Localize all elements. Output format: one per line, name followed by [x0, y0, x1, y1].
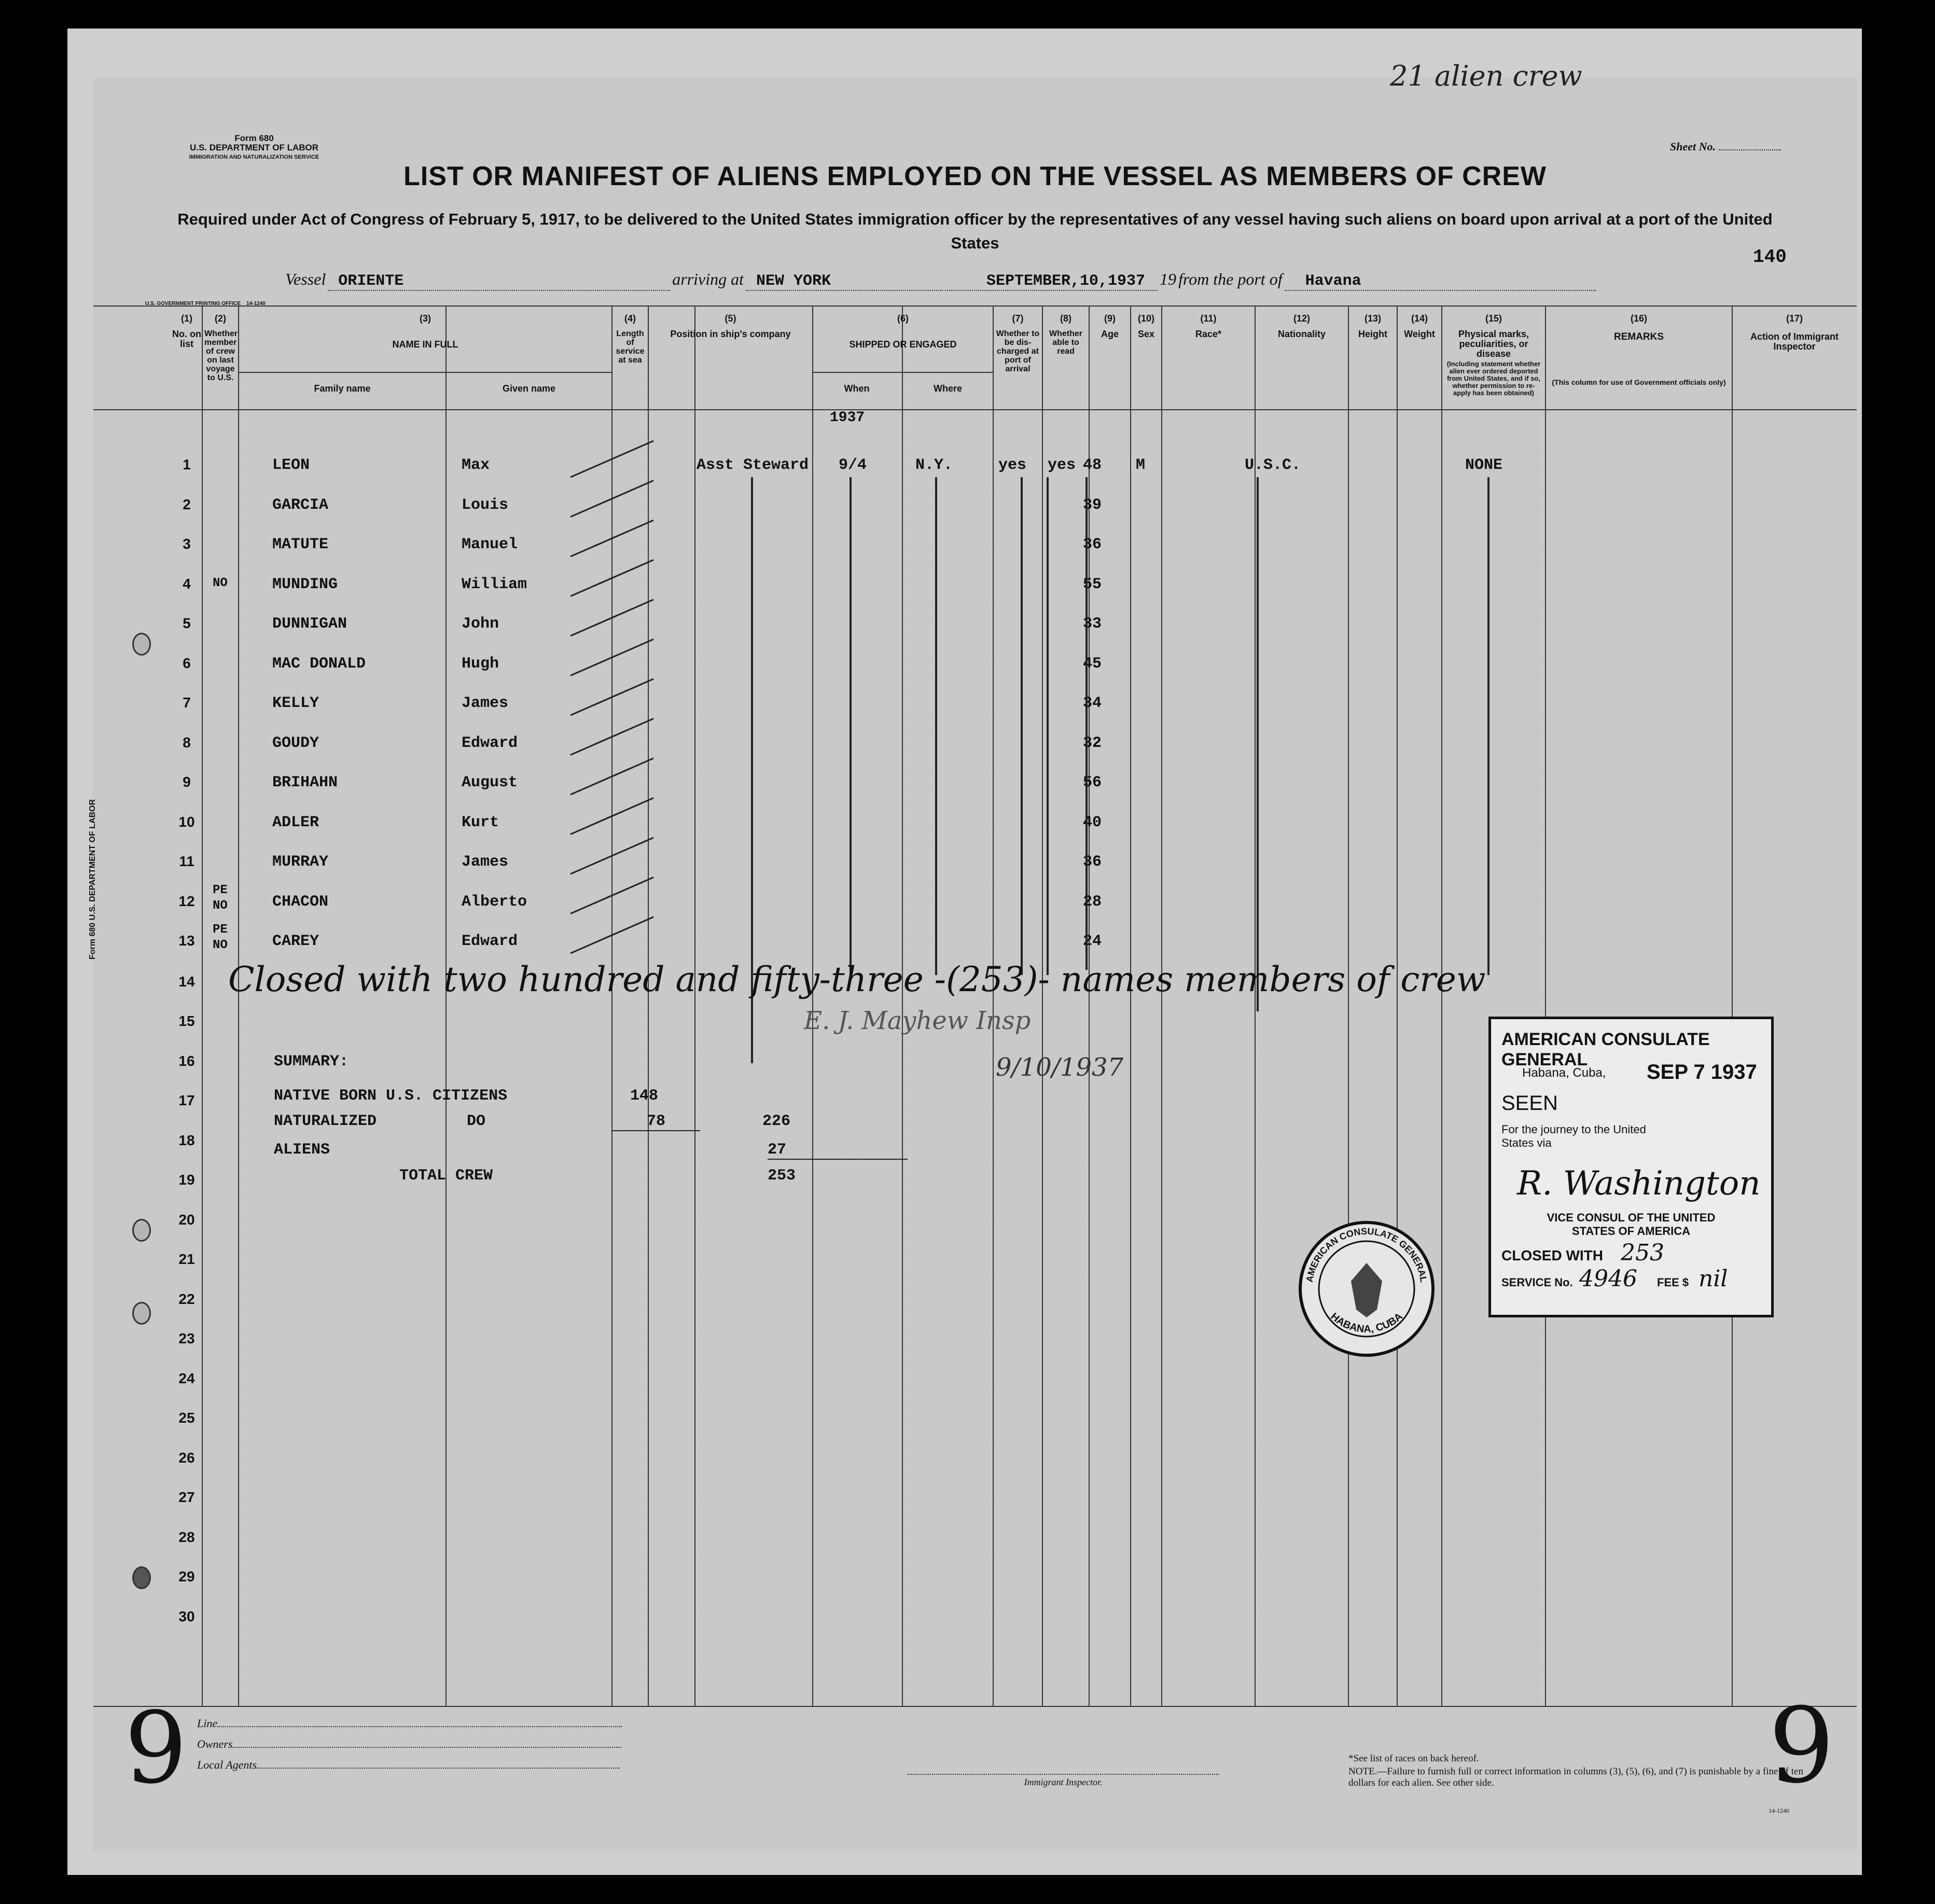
punch-hole [132, 1302, 151, 1325]
column-header-17: Action of Immigrant Inspector [1750, 331, 1839, 352]
column-header-16: REMARKS [1613, 331, 1664, 342]
stamp-fee-label: FEE $ [1657, 1276, 1689, 1289]
family-name: MUNDING [272, 575, 338, 593]
owners-label: Owners [197, 1738, 233, 1750]
column-header-5: Position in ship's company [670, 329, 791, 339]
row-number: 30 [178, 1608, 195, 1624]
column-number: (5) [725, 313, 736, 324]
family-name: DUNNIGAN [272, 615, 347, 633]
row-number: 23 [178, 1330, 195, 1346]
race-note: *See list of races on back hereof. [1348, 1753, 1479, 1764]
given-name: Edward [462, 933, 518, 950]
row-number: 9 [183, 774, 191, 790]
row-number: 18 [178, 1132, 195, 1148]
column-header-8: Whether able to read [1049, 329, 1082, 356]
stamp-vice-consul: VICE CONSUL OF THE UNITED STATES OF AMERICA [1547, 1211, 1716, 1238]
column-header-3: NAME IN FULL [392, 339, 458, 350]
column-number: (11) [1200, 313, 1217, 324]
top-handwritten-note: 21 alien crew [1390, 60, 1582, 92]
punch-hole [132, 1566, 151, 1589]
arrival-date: SEPTEMBER,10,1937 [945, 272, 1158, 291]
seal-inner-text: HABANA, CUBA [1328, 1311, 1405, 1335]
punch-hole [132, 633, 151, 656]
column-number: (3) [420, 313, 431, 324]
total-label: TOTAL CREW [399, 1167, 493, 1185]
summary-label: SUMMARY: [274, 1053, 349, 1071]
column-header-10: Sex [1137, 329, 1155, 339]
aliens-label: ALIENS [274, 1141, 330, 1159]
manifest-sheet [88, 78, 1857, 1852]
age: 39 [1083, 496, 1102, 514]
age: 36 [1083, 853, 1102, 871]
service: IMMIGRATION AND NATURALIZATION SERVICE [189, 154, 319, 160]
column-number: (13) [1364, 313, 1381, 324]
seal-outer-text: AMERICAN CONSULATE GENERAL [1304, 1226, 1429, 1283]
column-number: (16) [1630, 313, 1647, 324]
penalty-note: NOTE.—Failure to furnish full or correct information in columns (3), (5), (6), and (7) is punishable by a fine of ten dollars for each alien. See other side. [1348, 1766, 1803, 1788]
stamp-closed-with-value: 253 [1621, 1240, 1664, 1266]
column-header-9: Age [1101, 329, 1119, 339]
action-note: (This column for use of Government officials only) [1552, 378, 1726, 386]
shipped-when: 9/4 [839, 456, 867, 474]
row-number: 1 [183, 456, 191, 472]
sheet-label: Sheet No. [1670, 140, 1716, 153]
age: 34 [1083, 694, 1102, 712]
row-number: 13 [178, 933, 195, 949]
column-number: (4) [624, 313, 636, 324]
column-number: (14) [1411, 313, 1428, 324]
age: 32 [1083, 734, 1102, 752]
physical-marks: NONE [1465, 456, 1503, 474]
line-field [197, 1717, 664, 1730]
inspector-signature: E. J. Mayhew Insp [804, 1006, 1031, 1035]
column-number: (15) [1485, 313, 1502, 324]
year-line: 1937 [830, 410, 865, 426]
when-subheader: When [844, 383, 870, 394]
column-number: (10) [1137, 313, 1154, 324]
naturalized-value: 78 [612, 1113, 700, 1131]
naturalized-label: NATURALIZED [274, 1113, 377, 1130]
row-number: 24 [178, 1370, 195, 1386]
stamp-date: SEP 7 1937 [1647, 1061, 1757, 1083]
row-number: 6 [183, 655, 191, 671]
row-number: 26 [178, 1449, 195, 1466]
handwritten-right-number: 9 [1769, 1686, 1835, 1806]
side-form-label: Form 680 U.S. DEPARTMENT OF LABOR [88, 799, 97, 960]
given-name: Louis [462, 496, 509, 514]
column-number: (1) [181, 313, 192, 324]
family-name: ADLER [272, 813, 319, 831]
column-header-12: Nationality [1277, 329, 1326, 339]
given-name: Manuel [462, 536, 518, 553]
date-suffix: 19 [1159, 270, 1176, 288]
given-name: James [462, 694, 509, 712]
row-number: 10 [178, 813, 195, 830]
form-number: Form 680 [234, 133, 274, 143]
page-title: LIST OR MANIFEST OF ALIENS EMPLOYED ON THE VESSEL AS MEMBERS OF CREW [403, 161, 1547, 191]
citizens-total: 226 [762, 1113, 791, 1130]
row-number: 11 [179, 853, 194, 869]
punch-hole [132, 1219, 151, 1242]
given-name: August [462, 774, 518, 791]
stamp-fee-value: nil [1699, 1266, 1728, 1292]
column-header-15: Physical marks, peculiarities, or disease [1458, 329, 1529, 359]
column-number: (2) [215, 313, 226, 324]
age: 24 [1083, 933, 1102, 950]
row-number: 4 [183, 575, 191, 592]
column-header-2: Whether member of crew on last voyage to U.S. [204, 329, 238, 382]
column-number: (8) [1060, 313, 1071, 324]
owners-field [197, 1738, 664, 1751]
shipped-where: N.Y. [915, 456, 953, 474]
total-value: 253 [768, 1167, 796, 1185]
age: 36 [1083, 536, 1102, 553]
given-name: William [462, 575, 527, 593]
family-name: GOUDY [272, 734, 319, 752]
agents-label: Local Agents [197, 1758, 257, 1771]
footer-print-code: 14-1240 [1769, 1807, 1789, 1814]
immigrant-inspector-label: Immigrant Inspector. [908, 1774, 1219, 1788]
given-name: Hugh [462, 655, 499, 673]
family-name: KELLY [272, 694, 319, 712]
sex: M [1136, 456, 1146, 474]
nationality: U.S.C. [1245, 456, 1301, 474]
row-number: 7 [183, 694, 191, 711]
given-name: John [462, 615, 499, 633]
family-name: GARCIA [272, 496, 329, 514]
remarks-note: (Including statement whether alien ever ordered deported from United States, and if so, whether permission to re-apply has been obtained) [1446, 360, 1541, 397]
given-name: Edward [462, 734, 518, 752]
discharged: yes [998, 456, 1027, 474]
from-port: Havana [1285, 272, 1596, 291]
line-label: Line [197, 1717, 218, 1730]
from-label: from the port of [1178, 270, 1283, 288]
vessel-label: Vessel [285, 270, 326, 288]
arriving-label: arriving at [672, 270, 744, 288]
row-number: 19 [178, 1172, 195, 1188]
row-number: 29 [178, 1568, 195, 1585]
row-number: 27 [178, 1489, 195, 1505]
able-to-read: yes [1048, 456, 1076, 474]
family-name: MURRAY [272, 853, 329, 871]
vessel-name: ORIENTE [328, 272, 670, 291]
age: 45 [1083, 655, 1102, 673]
row-number: 8 [183, 734, 191, 751]
footer [197, 1717, 664, 1772]
row-number: 14 [178, 973, 195, 990]
age: 55 [1083, 575, 1102, 593]
column-number: (17) [1786, 313, 1803, 324]
family-name: LEON [272, 456, 310, 474]
column-header-4: Length of service at sea [616, 329, 645, 365]
row-number: 2 [183, 496, 191, 512]
printing-office: U.S. GOVERNMENT PRINTING OFFICE 14-1240 [145, 301, 266, 307]
row-number: 16 [178, 1052, 195, 1069]
age: 28 [1083, 893, 1102, 911]
row-number: 25 [178, 1410, 195, 1426]
handwritten-left-number: 9 [124, 1691, 187, 1805]
family-name: CAREY [272, 933, 319, 950]
age: 48 [1083, 456, 1102, 474]
row-number: 22 [178, 1290, 195, 1307]
row-number: 28 [178, 1528, 195, 1545]
given-name: Alberto [462, 893, 527, 911]
given-name: Kurt [462, 813, 499, 831]
row-number: 15 [178, 1013, 195, 1029]
aliens-value: 27 [768, 1141, 908, 1160]
prev-voyage: PE NO [213, 923, 228, 952]
page-subtitle: Required under Act of Congress of February 5, 1917, to be delivered to the United States immigration officer by the representatives of any vessel having such aliens on board upon arrival at a port of the United States [177, 210, 1773, 252]
stamp-heading: AMERICAN CONSULATE GENERAL [1501, 1030, 1710, 1069]
native-label: NATIVE BORN U.S. CITIZENS [274, 1087, 508, 1105]
agents-field [197, 1758, 664, 1772]
stamp-seen: SEEN [1501, 1092, 1558, 1115]
column-header-7: Whether to be dis-charged at port of arrival [996, 329, 1040, 373]
native-value: 148 [630, 1087, 659, 1105]
family-name: MAC DONALD [272, 655, 366, 673]
row-number: 3 [183, 536, 191, 552]
family-name: MATUTE [272, 536, 329, 553]
where-subheader: Where [933, 383, 962, 394]
given-name-subheader: Given name [502, 383, 556, 394]
department: U.S. DEPARTMENT OF LABOR [189, 143, 319, 152]
age: 56 [1083, 774, 1102, 791]
row-number: 20 [178, 1211, 195, 1228]
family-name-subheader: Family name [314, 383, 371, 394]
position: Asst Steward [697, 456, 809, 474]
given-name: James [462, 853, 509, 871]
family-name: BRIHAHN [272, 774, 338, 791]
closing-note: Closed with two hundred and fifty-three -(253)- names members of crew [228, 960, 1486, 999]
naturalized-do: DO [467, 1113, 486, 1130]
given-name: Max [462, 456, 490, 474]
page-number: 140 [1753, 246, 1787, 268]
column-number: (7) [1012, 313, 1024, 324]
stamp-closed-with-label: CLOSED WITH [1501, 1247, 1603, 1263]
column-header-6: SHIPPED OR ENGAGED [849, 339, 957, 350]
stamp-journey: For the journey to the United States via [1501, 1123, 1646, 1149]
stamp-signature: R. Washington [1517, 1164, 1761, 1203]
row-number: 17 [178, 1092, 195, 1108]
column-number: (6) [897, 313, 909, 324]
column-header-1: No. on list [172, 329, 201, 349]
row-number: 5 [183, 615, 191, 631]
prev-voyage: PE NO [213, 883, 228, 913]
row-number: 12 [178, 893, 195, 909]
column-number: (12) [1293, 313, 1310, 324]
arriving-port: NEW YORK [746, 272, 943, 291]
consulate-seal [1297, 1219, 1437, 1359]
prev-voyage: NO [213, 576, 228, 590]
age: 33 [1083, 615, 1102, 633]
inspector-date: 9/10/1937 [996, 1053, 1124, 1082]
family-name: CHACON [272, 893, 329, 911]
column-number: (9) [1104, 313, 1116, 324]
stamp-service-label: SERVICE No. [1501, 1276, 1573, 1289]
age: 40 [1083, 813, 1102, 831]
stamp-service-value: 4946 [1579, 1266, 1637, 1292]
column-header-11: Race* [1195, 329, 1222, 339]
column-header-13: Height [1358, 329, 1387, 339]
row-number: 21 [178, 1251, 195, 1267]
consulate-stamp [1488, 1017, 1774, 1317]
column-header-14: Weight [1404, 329, 1435, 339]
stamp-place: Habana, Cuba, [1522, 1066, 1606, 1080]
